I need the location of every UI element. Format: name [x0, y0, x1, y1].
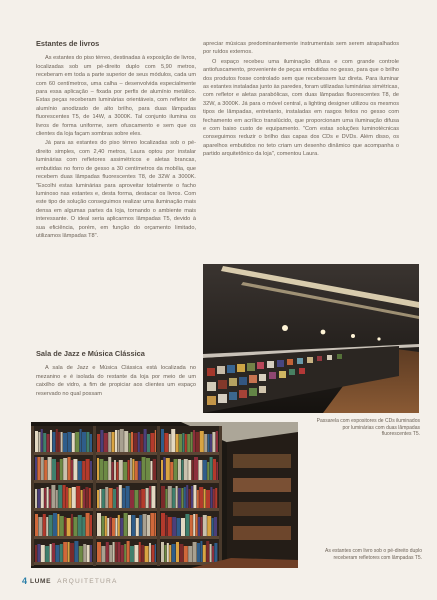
store-walkway-photo [203, 264, 419, 413]
book-spine [48, 457, 52, 480]
book-spine [195, 432, 199, 452]
book-spine [139, 515, 142, 536]
book-spine [90, 545, 92, 564]
book-spine [208, 434, 210, 452]
book-spine [83, 544, 86, 564]
book-spine [147, 515, 150, 536]
book-spine [155, 513, 156, 536]
book-spine [45, 546, 49, 564]
book-spine [184, 546, 188, 564]
book-spine [68, 457, 71, 480]
book-spine [129, 433, 131, 452]
book-spine [82, 517, 85, 536]
book-spine [44, 460, 47, 480]
paragraph: A sala de Jazz e Música Clássica está localizada no mezanino e é isolada do restante da loja por meio de um caixilho de vidro, a fim de propiciar aos clientes um espaço reservado no qual possam [36, 365, 196, 397]
book-spine [60, 516, 64, 536]
book-spine [57, 514, 59, 536]
left-column-section-2 [36, 350, 196, 398]
store-photo-caption: Passarela com expositores de CDs iluminados por luminárias com duas lâmpadas fluorescentes T5. [316, 418, 420, 438]
book-spine [171, 429, 175, 452]
book-spine [58, 485, 62, 508]
book-spine [63, 542, 67, 564]
book-spine [41, 429, 43, 452]
book-spine [167, 543, 169, 564]
book-spine [44, 488, 46, 508]
book-spine [86, 459, 90, 480]
book-spine [112, 462, 114, 480]
book-spine [203, 545, 206, 564]
book-spine [56, 490, 58, 508]
book-spine [61, 432, 63, 452]
book-spine [67, 518, 71, 536]
book-spine [150, 433, 154, 452]
book-spine [182, 433, 184, 452]
book-spine [46, 517, 48, 536]
book-spine [86, 432, 89, 452]
book-spine [66, 487, 68, 508]
book-spine [141, 545, 144, 564]
book-spine [107, 518, 109, 536]
book-spine [210, 434, 212, 452]
book-spine [97, 542, 101, 564]
book-spine [53, 513, 57, 536]
book-spine [115, 430, 117, 452]
book-spine [144, 429, 147, 452]
book-spine [210, 544, 212, 564]
book-spine [172, 544, 176, 564]
book-spine [122, 488, 125, 508]
book-spine [161, 486, 165, 508]
book-spine [78, 461, 82, 480]
book-spine [138, 432, 140, 452]
book-spine [112, 518, 115, 536]
book-spine [149, 486, 151, 508]
book-spine [35, 545, 37, 564]
book-spine [102, 489, 105, 508]
book-spine [115, 542, 117, 564]
book-spine [203, 460, 207, 480]
book-spine [73, 459, 77, 480]
book-spine [56, 462, 59, 480]
book-spine [204, 434, 207, 452]
book-spine [63, 485, 66, 508]
magazine-section: ARQUITETURA [57, 577, 118, 585]
book-spine [114, 460, 116, 480]
book-spine [181, 488, 183, 508]
book-spine [131, 432, 133, 452]
book-spine [99, 459, 103, 480]
section-title-bookshelves: Estantes de livros [36, 39, 100, 48]
book-spine [191, 432, 193, 452]
book-spine [128, 460, 130, 480]
book-spine [216, 431, 218, 452]
book-spine [151, 545, 154, 564]
book-spine [52, 432, 55, 452]
right-column [203, 40, 399, 159]
book-spine [50, 430, 52, 452]
paragraph: As estantes do piso térreo, destinadas à exposição de livros, localizadas sob um pé-direito duplo com 5,90 metros, receberam em toda a parte superior de seus módulos, cada um com 60 centímetros, uma calha – desenvolvida especialmente para essa aplicação – fixada por perfis de alumínio metálico. Estas peças receberam luminárias orientáveis, com refletor de alumínio anodizado de alto brilho, para duas lâmpadas fluorescentes T5, de 14W, a 3000K. Tal conjunto ilumina os livros de forma uniforme, sem ofuscamento e sem que os clientes da loja façam sombras sobre eles. [36, 55, 196, 138]
book-spine [130, 458, 132, 480]
book-spine [176, 542, 179, 564]
book-spine [199, 487, 203, 508]
book-spine [121, 545, 124, 564]
book-spine [200, 541, 202, 564]
book-spine [118, 515, 120, 536]
book-spine [189, 489, 191, 508]
book-spine [37, 457, 40, 480]
book-spine [198, 460, 202, 480]
book-spine [37, 544, 40, 564]
book-spine [161, 513, 165, 536]
book-spine [58, 432, 60, 452]
book-spine [140, 434, 143, 452]
book-spine [90, 461, 92, 480]
book-spine [130, 490, 134, 508]
book-spine [155, 544, 156, 564]
book-spine [86, 513, 90, 536]
book-spine [215, 488, 217, 508]
book-spine [109, 545, 112, 564]
book-spine [74, 541, 78, 564]
book-spine [146, 458, 150, 480]
book-spine [207, 462, 209, 480]
book-spine [76, 486, 80, 508]
book-spine [108, 432, 111, 452]
book-spine [165, 515, 167, 536]
book-spine [210, 487, 212, 508]
book-spine [75, 432, 79, 452]
book-spine [212, 518, 214, 536]
bookshelves-photo-caption: As estantes com livro sob o pé-direito duplo receberam refletores com lâmpadas T5. [325, 548, 422, 561]
book-spine [89, 488, 91, 508]
book-spine [38, 432, 40, 452]
book-spine [214, 543, 217, 564]
book-spine [81, 490, 83, 508]
paragraph: apreciar músicas predominantemente instrumentais sem serem atrapalhados por ruídos externos. [203, 41, 399, 56]
book-spine [168, 486, 172, 508]
book-spine [200, 431, 204, 452]
book-spine [49, 515, 53, 536]
book-spine [216, 462, 218, 480]
book-spine [82, 461, 85, 480]
book-spine [67, 432, 71, 452]
book-spine [151, 486, 155, 508]
book-spine [176, 486, 178, 508]
book-spine [101, 516, 104, 536]
book-spine [120, 429, 124, 452]
book-spine [178, 488, 181, 508]
book-spine [165, 489, 167, 508]
book-spine [41, 457, 44, 480]
book-spine [185, 434, 187, 452]
paragraph: O espaço recebeu uma iluminação difusa e com grande controle antiofuscamento, proveniente de peças embutidas no gesso, para que o brilho dos produtos fosse controlado sem que recebessem luz direta. Para iluminar as estantes instaladas junto às paredes, foram utilizadas luminárias simétricas, com refletor e aletas parabólicas, com duas lâmpadas fluorescentes T8, de 32W, a 3000K. Já para o móvel central, a lighting designer utilizou os mesmos tipos de lâmpadas, entretanto, instaladas em rasgos feitos no gesso com fechamento em acrílico translúcido, que proporcionam uma iluminação difusa e com baixo custo de equipamento. "Com estas soluções luminotécnicas conseguimos reduzir o brilho das capas dos CDs e DVDs. Além disso, os aparelhos embutidos no teto criam um desenho dinâmico que acompanha o partido arquitetônico da loja", comentou Laura. [203, 58, 399, 158]
book-spine [126, 486, 130, 508]
book-spine [79, 546, 83, 564]
book-spine [119, 460, 123, 480]
book-spine [64, 517, 66, 536]
bookshelves-photo [31, 422, 298, 568]
book-spine [104, 461, 108, 480]
book-spine [80, 429, 82, 452]
book-spine [35, 457, 37, 480]
book-spine [161, 429, 164, 452]
book-spine [110, 517, 112, 536]
book-spine [97, 490, 99, 508]
book-spine [120, 518, 123, 536]
book-spine [163, 457, 165, 480]
book-spine [135, 461, 138, 480]
book-spine [35, 514, 38, 536]
book-spine [196, 514, 198, 536]
book-spine [184, 487, 186, 508]
book-spine [109, 488, 113, 508]
book-spine [97, 513, 101, 536]
book-spine [194, 457, 198, 480]
book-spine [200, 517, 202, 536]
book-spine [124, 544, 126, 564]
book-spine [43, 514, 46, 536]
book-spine [150, 461, 152, 480]
book-spine [113, 542, 115, 564]
book-spine [70, 543, 74, 564]
book-spine [197, 490, 199, 508]
book-spine [143, 514, 147, 536]
book-spine [147, 434, 150, 452]
book-spine [186, 485, 188, 508]
book-spine [187, 434, 190, 452]
book-spine [170, 462, 173, 480]
book-spine [100, 430, 103, 452]
book-spine [169, 434, 171, 452]
book-spine [141, 489, 145, 508]
book-spine [119, 485, 122, 508]
book-spine [188, 546, 192, 564]
book-spine [97, 458, 99, 480]
book-spine [134, 545, 138, 564]
book-spine [78, 515, 82, 536]
paragraph: Já para as estantes do piso térreo localizadas sob o pé-direito simples, com 2,40 metros, Laura optou por instalar luminárias com refletores assimétricos e aletas brancas, embutidas no forro de gesso a 30 centímetros da mobília, que recebem duas lâmpadas fluorescentes T8, de 32W a 3000K. "Escolhi estas luminárias para aproveitar totalmente o facho luminoso nas estantes e, desta forma, destacar os livros. Com este tipo de solução conseguimos realizar uma iluminação mais densa em algumas partes da loja, tornando o ambiente mais interessante. O ideal seria aplicarmos lâmpadas T5, devido à sua eficiência, porém, em função do orçamento limitado, utilizamos lâmpadas T8". [36, 140, 196, 239]
book-spine [51, 485, 55, 508]
book-spine [124, 431, 128, 452]
book-spine [101, 546, 105, 564]
book-spine [43, 433, 46, 452]
book-spine [155, 430, 156, 452]
book-spine [185, 514, 189, 536]
book-spine [210, 457, 213, 480]
book-spine [41, 545, 45, 564]
book-spine [181, 460, 183, 480]
book-spine [213, 489, 215, 508]
book-spine [184, 459, 188, 480]
book-spine [124, 513, 128, 536]
book-spine [115, 518, 117, 536]
book-spine [133, 433, 137, 452]
book-spine [56, 429, 58, 452]
book-spine [188, 460, 191, 480]
book-spine [206, 490, 210, 508]
book-spine [178, 459, 181, 480]
magazine-brand: LUME [30, 577, 52, 585]
book-spine [149, 543, 151, 564]
book-spine [90, 434, 92, 452]
book-spine [55, 545, 59, 564]
book-spine [142, 457, 146, 480]
book-spine [128, 515, 131, 536]
book-spine [193, 485, 196, 508]
book-spine [85, 487, 88, 508]
book-spine [104, 433, 108, 452]
book-spine [198, 517, 200, 536]
book-spine [204, 489, 206, 508]
book-spine [73, 517, 77, 536]
book-spine [35, 489, 37, 508]
book-spine [131, 515, 135, 536]
book-spine [139, 542, 141, 564]
book-spine [108, 457, 111, 480]
book-spine [71, 514, 73, 536]
book-spine [136, 518, 139, 536]
book-spine [113, 489, 116, 508]
book-spine [105, 487, 108, 508]
book-spine [47, 434, 50, 452]
book-spine [193, 430, 195, 452]
book-spine [41, 488, 44, 508]
book-spine [207, 516, 211, 536]
book-spine [83, 489, 85, 508]
book-spine [212, 432, 215, 452]
book-spine [161, 460, 163, 480]
bookshelves-image [31, 422, 298, 568]
book-spine [105, 516, 107, 536]
book-spine [164, 433, 168, 452]
book-spine [212, 546, 214, 564]
book-spine [52, 459, 56, 480]
book-spine [214, 517, 217, 536]
book-spine [130, 546, 134, 564]
book-spine [193, 514, 195, 536]
book-spine [213, 459, 216, 480]
book-spine [60, 544, 63, 564]
store-walkway-image [203, 264, 419, 413]
book-spine [117, 542, 120, 564]
book-spine [132, 459, 134, 480]
book-spine [181, 518, 185, 536]
book-spine [127, 541, 130, 564]
book-spine [68, 542, 70, 564]
book-spine [116, 462, 118, 480]
book-spine [97, 434, 100, 452]
book-spine [179, 434, 182, 452]
book-spine [172, 488, 175, 508]
book-spine [47, 487, 49, 508]
book-spine [72, 433, 75, 452]
book-spine [179, 544, 183, 564]
book-spine [176, 434, 179, 452]
book-spine [87, 545, 90, 564]
book-spine [71, 460, 73, 480]
book-spine [35, 431, 38, 452]
book-spine [116, 487, 118, 508]
book-spine [166, 458, 170, 480]
book-spine [169, 545, 171, 564]
book-spine [150, 513, 154, 536]
book-spine [206, 541, 209, 564]
book-spine [50, 544, 52, 564]
book-spine [68, 488, 71, 508]
book-spine [90, 515, 92, 536]
book-spine [138, 461, 141, 480]
book-spine [190, 515, 193, 536]
book-spine [153, 459, 156, 480]
book-spine [63, 458, 67, 480]
book-spine [203, 515, 207, 536]
book-spine [37, 489, 40, 508]
book-spine [106, 542, 109, 564]
book-spine [99, 489, 101, 508]
book-spine [197, 543, 200, 564]
book-spine [63, 433, 67, 452]
book-spine [145, 546, 149, 564]
page-mark: 4 [22, 576, 28, 586]
book-spine [177, 518, 181, 536]
book-spine [161, 542, 164, 564]
book-spine [49, 489, 51, 508]
book-spine [117, 430, 119, 452]
book-spine [123, 462, 127, 480]
book-spine [164, 545, 166, 564]
book-spine [146, 488, 149, 508]
page-footer [22, 576, 118, 586]
section-title-jazz-room: Sala de Jazz e Música Clássica [36, 349, 145, 358]
book-spine [191, 486, 193, 508]
book-spine [52, 543, 55, 564]
book-spine [134, 490, 138, 508]
book-spine [168, 517, 172, 536]
book-spine [193, 542, 197, 564]
book-spine [112, 432, 115, 452]
book-spine [139, 490, 141, 508]
book-spine [72, 487, 76, 508]
book-spine [60, 459, 63, 480]
book-spine [38, 517, 42, 536]
book-spine [172, 517, 176, 536]
book-spine [192, 460, 194, 480]
book-spine [174, 459, 178, 480]
book-spine [82, 432, 86, 452]
left-column [36, 40, 196, 240]
